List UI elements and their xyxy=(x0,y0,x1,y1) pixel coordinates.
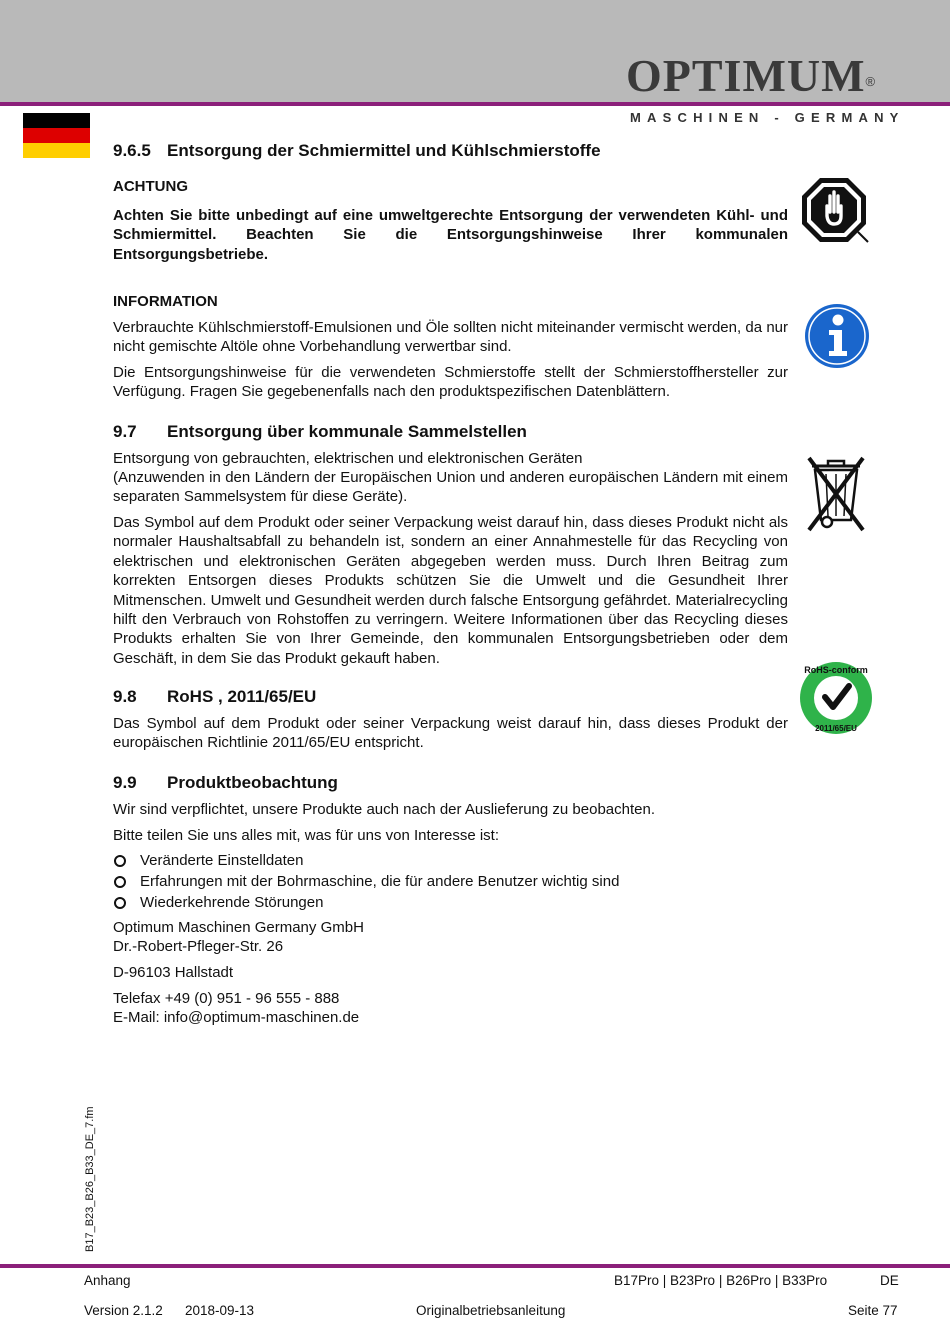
bullet-icon xyxy=(114,855,126,867)
list-item: Veränderte Einstelldaten xyxy=(113,850,788,871)
section-97-text-3: Das Symbol auf dem Produkt oder seiner Verpackung weist darauf hin, dass dieses Produkt nicht als normaler Haushaltsabfall zu behandeln ist, sondern an einer Annahmestelle für das Recycling von elektrischen und elektronischen Geräten abgegeben werden muss. Durch Ihren Beitrag zum korrekten Entsorgen dieses Produkts schützen Sie die Umwelt und die Gesundheit Ihrer Mitmenschen. Umwelt und Gesundheit werden durch falsche Entsorgung gefährdet. Materialrecycling hilft den Verbrauch von Rohstoffen zu verringern. Weitere Informationen über das Recycling dieses Produkts erhalten Sie von Ihrer Gemeinde, den kommunalen Entsorgungsbetrieben oder dem Geschäft, in dem Sie das Produkt gekauft haben. xyxy=(113,514,788,667)
brand-tagline: MASCHINEN - GERMANY xyxy=(630,110,905,125)
rohs-badge-bottom: 2011/65/EU xyxy=(815,724,857,733)
rohs-badge-icon xyxy=(798,660,874,736)
rohs-badge-top: RoHS-conform xyxy=(804,665,868,675)
crossed-bin-icon xyxy=(806,452,866,534)
achtung-text: Achten Sie bitte unbedingt auf eine umweltgerechte Entsorgung der verwendeten Kühl- und Schmiermittel. Beachten Sie die Entsorgungshinweise Ihrer kommunalen Entsorgungsbetriebe. xyxy=(113,207,788,263)
german-flag-icon xyxy=(23,113,90,158)
brand-logo: OPTIMUM® xyxy=(626,50,877,101)
list-item: Erfahrungen mit der Bohrmaschine, die für andere Benutzer wichtig sind xyxy=(113,871,788,892)
footer-page-number: Seite 77 xyxy=(848,1303,898,1318)
information-label: INFORMATION xyxy=(113,293,218,310)
information-icon xyxy=(804,303,870,369)
contact-email: E-Mail: info@optimum-maschinen.de xyxy=(113,1009,360,1026)
information-text-1: Verbrauchte Kühlschmierstoff-Emulsionen und Öle sollten nicht miteinander vermischt werden, da nur nicht gemischte Altöle ohne Vorbehandlung verwertbar sind. xyxy=(113,319,788,356)
section-heading-99: 9.9 Produktbeobachtung xyxy=(113,773,338,792)
observation-list xyxy=(113,850,788,913)
footer-date: 2018-09-13 xyxy=(185,1303,255,1318)
information-text-2: Die Entsorgungshinweise für die verwendeten Schmierstoffe stellt der Schmierstoffhersteller zur Verfügung. Fragen Sie gegebenenfalls nach den produktspezifischen Datenblättern. xyxy=(113,364,788,401)
section-98-text: Das Symbol auf dem Produkt oder seiner Verpackung weist darauf hin, dass dieses Produkt der europäischen Richtlinie 2011/65/EU entspricht. xyxy=(113,715,788,752)
address-company: Optimum Maschinen Germany GmbH xyxy=(113,919,364,936)
section-heading-98: 9.8 RoHS , 2011/65/EU xyxy=(113,687,317,706)
section-heading-97: 9.7 Entsorgung über kommunale Sammelstellen xyxy=(113,422,527,441)
section-heading-965: 9.6.5 Entsorgung der Schmiermittel und Kühlschmierstoffe xyxy=(113,141,601,160)
footer-language: DE xyxy=(880,1273,899,1288)
achtung-label: ACHTUNG xyxy=(113,178,188,195)
side-file-name: B17_B23_B26_B33_DE_7.fm xyxy=(84,1106,96,1252)
footer-section: Anhang xyxy=(84,1273,131,1288)
address-street: Dr.-Robert-Pfleger-Str. 26 xyxy=(113,938,284,955)
section-97-text-2: (Anzuwenden in den Ländern der Europäischen Union und anderen europäischen Ländern mit einem separaten Sammelsystem für diese Geräte). xyxy=(113,469,788,506)
footer-version: Version 2.1.2 xyxy=(84,1303,163,1318)
section-99-text-2: Bitte teilen Sie uns alles mit, was für uns von Interesse ist: xyxy=(113,827,500,844)
bullet-icon xyxy=(114,876,126,888)
footer-models: B17Pro | B23Pro | B26Pro | B33Pro xyxy=(614,1273,828,1288)
address-city: D-96103 Hallstadt xyxy=(113,964,234,981)
contact-fax: Telefax +49 (0) 951 - 96 555 - 888 xyxy=(113,990,340,1007)
section-99-text-1: Wir sind verpflichtet, unsere Produkte auch nach der Auslieferung zu beobachten. xyxy=(113,801,655,818)
header-divider xyxy=(0,102,950,106)
bullet-icon xyxy=(114,897,126,909)
list-item: Wiederkehrende Störungen xyxy=(113,892,788,913)
footer-doc-type: Originalbetriebsanleitung xyxy=(416,1303,566,1318)
footer-divider xyxy=(0,1264,950,1268)
warning-hand-icon xyxy=(800,176,870,244)
section-97-text-1: Entsorgung von gebrauchten, elektrischen und elektronischen Geräten xyxy=(113,450,583,467)
